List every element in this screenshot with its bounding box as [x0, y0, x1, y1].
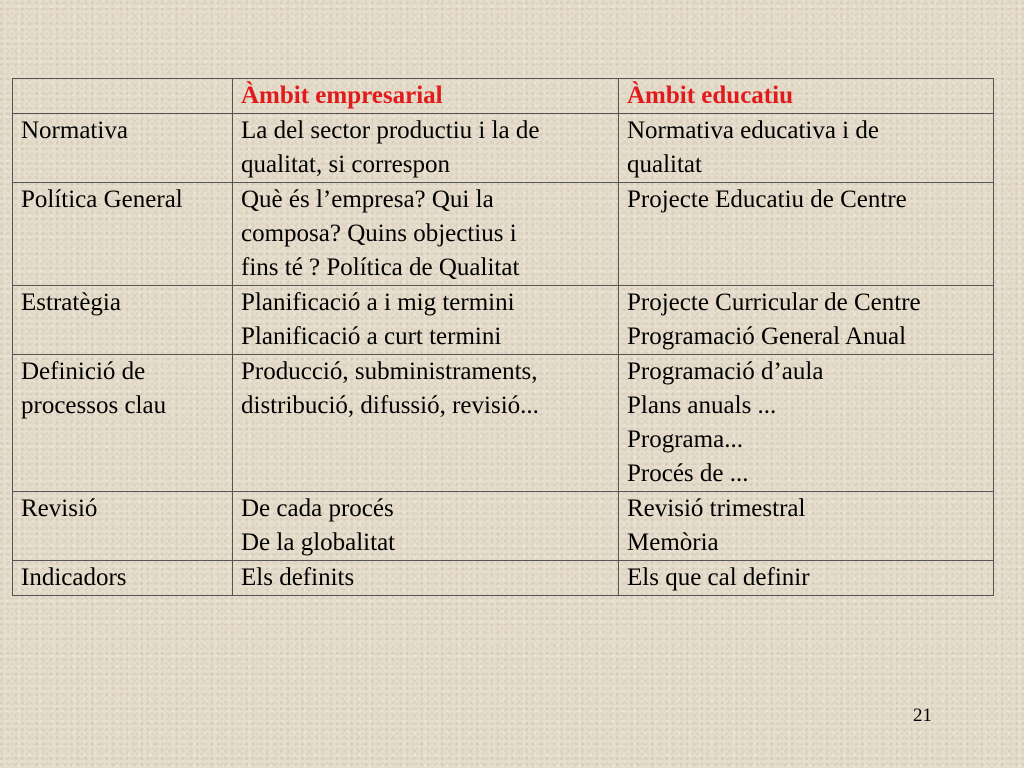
- cell-text-line: Política General: [21, 186, 183, 213]
- row-label-cell: [13, 561, 233, 596]
- cell-text-line: Programació General Anual: [627, 323, 907, 350]
- header-empty-cell: [13, 79, 233, 114]
- empresarial-cell: [233, 114, 619, 183]
- row-label-cell: [13, 286, 233, 355]
- cell-text-line: Plans anuals ...: [627, 392, 777, 419]
- row-label-cell: [13, 492, 233, 561]
- cell-text-line: Els que cal definir: [627, 564, 810, 591]
- cell-text-line: Programa...: [627, 426, 743, 453]
- row-label-cell: [13, 114, 233, 183]
- cell-text-line: Programació d’aula: [627, 358, 824, 385]
- empresarial-cell: [233, 183, 619, 286]
- cell-text-line: distribució, difussió, revisió...: [241, 392, 539, 419]
- slide-number: 21: [913, 705, 932, 726]
- cell-text-line: Projecte Educatiu de Centre: [627, 186, 907, 213]
- cell-text-line: Revisió trimestral: [627, 495, 806, 522]
- row-label-cell: [13, 355, 233, 492]
- cell-text-line: Planificació a curt termini: [241, 323, 502, 350]
- educatiu-cell: [619, 492, 994, 561]
- row-label-cell: [13, 183, 233, 286]
- cell-text-line: processos clau: [21, 392, 167, 419]
- cell-text-line: Què és l’empresa? Qui la: [241, 186, 494, 213]
- empresarial-cell: [233, 561, 619, 596]
- cell-text-line: Revisió: [21, 495, 98, 522]
- cell-text-line: Normativa educativa i de: [627, 117, 879, 144]
- cell-text-line: Planificació a i mig termini: [241, 289, 515, 316]
- table-row: [13, 183, 994, 286]
- cell-text-line: Indicadors: [21, 564, 127, 591]
- table-header-row: [13, 79, 994, 114]
- cell-text-line: Memòria: [627, 529, 719, 556]
- table-body: [13, 114, 994, 596]
- cell-text-line: Estratègia: [21, 289, 121, 316]
- educatiu-cell: [619, 561, 994, 596]
- cell-text-line: La del sector productiu i la de: [241, 117, 540, 144]
- educatiu-cell: [619, 183, 994, 286]
- empresarial-cell: [233, 492, 619, 561]
- educatiu-cell: [619, 114, 994, 183]
- empresarial-cell: [233, 355, 619, 492]
- cell-text-line: De la globalitat: [241, 529, 396, 556]
- table-row: [13, 355, 994, 492]
- cell-text-line: Producció, subministraments,: [241, 358, 538, 385]
- cell-text-line: Definició de: [21, 358, 146, 385]
- empresarial-cell: [233, 286, 619, 355]
- cell-text-line: Procés de ...: [627, 460, 749, 487]
- cell-text-line: qualitat: [627, 151, 702, 178]
- table-row: [13, 114, 994, 183]
- table-row: [13, 561, 994, 596]
- educatiu-cell: [619, 355, 994, 492]
- cell-text-line: qualitat, si correspon: [241, 151, 450, 178]
- educatiu-cell: [619, 286, 994, 355]
- cell-text-line: composa? Quins objectius i: [241, 220, 517, 247]
- cell-text-line: De cada procés: [241, 495, 394, 522]
- cell-text-line: fins té ? Política de Qualitat: [241, 254, 520, 281]
- header-ambit-educatiu: Àmbit educatiu: [619, 79, 994, 114]
- table-row: [13, 492, 994, 561]
- cell-text-line: Normativa: [21, 117, 128, 144]
- comparison-table: [12, 78, 994, 596]
- header-ambit-empresarial: Àmbit empresarial: [233, 79, 619, 114]
- cell-text-line: Projecte Curricular de Centre: [627, 289, 921, 316]
- cell-text-line: Els definits: [241, 564, 355, 591]
- table-row: [13, 286, 994, 355]
